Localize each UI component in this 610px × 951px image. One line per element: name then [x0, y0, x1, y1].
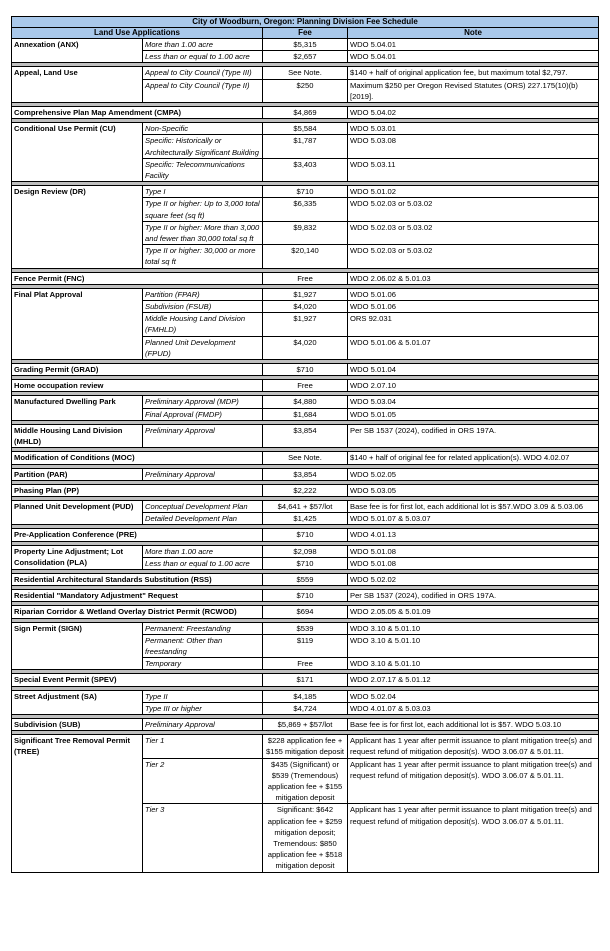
- fee-note: Applicant has 1 year after permit issuance to plant mitigation tree(s) and request refund of mitigation deposit(s). WDO 3.06.07 & 5.01.11.: [348, 735, 599, 758]
- application-name: Appeal, Land Use: [12, 67, 143, 103]
- application-name: Comprehensive Plan Map Amendment (CMPA): [12, 107, 263, 119]
- fee-value: $3,403: [263, 158, 348, 181]
- fee-value: $710: [263, 590, 348, 602]
- fee-value: $1,425: [263, 513, 348, 525]
- table-row: [12, 718, 599, 730]
- fee-value: $710: [263, 529, 348, 541]
- fee-value: See Note.: [263, 67, 348, 79]
- table-row: [12, 500, 599, 512]
- application-subtype: More than 1.00 acre: [143, 39, 263, 51]
- application-subtype: Preliminary Approval: [143, 468, 263, 480]
- fee-note: WDO 5.04.02: [348, 107, 599, 119]
- fee-note: WDO 3.10 & 5.01.10: [348, 658, 599, 670]
- fee-value: $4,880: [263, 396, 348, 408]
- application-subtype: Appeal to City Council (Type II): [143, 79, 263, 102]
- fee-note: WDO 5.03.08: [348, 135, 599, 158]
- fee-note: WDO 5.04.01: [348, 51, 599, 63]
- application-subtype: Tier 1: [143, 735, 263, 758]
- application-subtype: Permanent: Freestanding: [143, 622, 263, 634]
- application-name: Subdivision (SUB): [12, 718, 143, 730]
- application-name: Middle Housing Land Division (MHLD): [12, 424, 143, 447]
- fee-note: $140 + half of original application fee, but maximum total $2,797.: [348, 67, 599, 79]
- fee-value: $250: [263, 79, 348, 102]
- fee-value: $2,657: [263, 51, 348, 63]
- application-subtype: Tier 2: [143, 758, 263, 804]
- fee-note: WDO 5.01.02: [348, 186, 599, 198]
- fee-note: WDO 3.10 & 5.01.10: [348, 622, 599, 634]
- table-row: [12, 529, 599, 541]
- fee-value: $4,185: [263, 690, 348, 702]
- application-subtype: Conceptual Development Plan: [143, 500, 263, 512]
- fee-value: Free: [263, 380, 348, 392]
- application-name: Home occupation review: [12, 380, 263, 392]
- fee-note: WDO 2.05.05 & 5.01.09: [348, 606, 599, 618]
- fee-value: $710: [263, 557, 348, 569]
- application-name: Grading Permit (GRAD): [12, 364, 263, 376]
- application-subtype: Tier 3: [143, 804, 263, 872]
- table-title: City of Woodburn, Oregon: Planning Division Fee Schedule: [12, 17, 599, 28]
- application-subtype: Specific: Historically or Architecturally Significant Building: [143, 135, 263, 158]
- application-subtype: Permanent: Other than freestanding: [143, 634, 263, 657]
- application-subtype: Planned Unit Development (FPUD): [143, 336, 263, 359]
- table-row: [12, 590, 599, 602]
- fee-note: WDO 5.01.06: [348, 301, 599, 313]
- fee-value: $710: [263, 364, 348, 376]
- fee-value: Free: [263, 272, 348, 284]
- fee-note: WDO 2.07.10: [348, 380, 599, 392]
- fee-value: $710: [263, 186, 348, 198]
- header-fee: Fee: [263, 28, 348, 39]
- fee-value: $1,787: [263, 135, 348, 158]
- fee-note: WDO 2.06.02 & 5.01.03: [348, 272, 599, 284]
- header-applications: Land Use Applications: [12, 28, 263, 39]
- table-row: [12, 67, 599, 79]
- application-name: Pre-Application Conference (PRE): [12, 529, 263, 541]
- fee-schedule-document: [11, 16, 598, 873]
- fee-value: $5,869 + $57/lot: [263, 718, 348, 730]
- fee-value: $3,854: [263, 424, 348, 447]
- fee-note: WDO 5.02.02: [348, 573, 599, 585]
- fee-value: $4,641 + $57/lot: [263, 500, 348, 512]
- fee-note: ORS 92.031: [348, 313, 599, 336]
- header-note: Note: [348, 28, 599, 39]
- fee-note: WDO 2.07.17 & 5.01.12: [348, 674, 599, 686]
- application-name: Conditional Use Permit (CU): [12, 123, 143, 182]
- fee-value: $9,832: [263, 221, 348, 244]
- fee-note: WDO 5.03.04: [348, 396, 599, 408]
- application-name: Partition (PAR): [12, 468, 143, 480]
- table-row: [12, 107, 599, 119]
- application-name: Final Plat Approval: [12, 288, 143, 359]
- table-row: [12, 396, 599, 408]
- table-row: [12, 606, 599, 618]
- application-name: Sign Permit (SIGN): [12, 622, 143, 670]
- application-name: Planned Unit Development (PUD): [12, 500, 143, 524]
- fee-value: $119: [263, 634, 348, 657]
- application-name: Residential "Mandatory Adjustment" Request: [12, 590, 263, 602]
- fee-note: WDO 5.04.01: [348, 39, 599, 51]
- application-name: Annexation (ANX): [12, 39, 143, 63]
- application-name: Riparian Corridor & Wetland Overlay District Permit (RCWOD): [12, 606, 263, 618]
- fee-note: WDO 5.03.11: [348, 158, 599, 181]
- fee-value: $228 application fee + $155 mitigation deposit: [263, 735, 348, 758]
- fee-note: WDO 3.10 & 5.01.10: [348, 634, 599, 657]
- table-row: [12, 735, 599, 758]
- application-name: Phasing Plan (PP): [12, 484, 263, 496]
- table-row: [12, 424, 599, 447]
- fee-value: $5,315: [263, 39, 348, 51]
- application-subtype: Subdivision (FSUB): [143, 301, 263, 313]
- table-row: [12, 690, 599, 702]
- application-subtype: More than 1.00 acre: [143, 545, 263, 557]
- application-name: Manufactured Dwelling Park: [12, 396, 143, 420]
- application-name: Property Line Adjustment; Lot Consolidation (PLA): [12, 545, 143, 569]
- fee-note: WDO 5.01.04: [348, 364, 599, 376]
- fee-note: WDO 5.01.05: [348, 408, 599, 420]
- fee-value: $435 (Significant) or $539 (Tremendous) application fee + $155 mitigation deposit: [263, 758, 348, 804]
- fee-note: WDO 5.03.01: [348, 123, 599, 135]
- fee-value: $1,927: [263, 288, 348, 300]
- fee-schedule-table: [11, 16, 599, 873]
- fee-value: Free: [263, 658, 348, 670]
- fee-value: $2,098: [263, 545, 348, 557]
- table-row: [12, 186, 599, 198]
- fee-note: Applicant has 1 year after permit issuance to plant mitigation tree(s) and request refund of mitigation deposit(s). WDO 3.06.07 & 5.01.11.: [348, 758, 599, 804]
- table-row: [12, 674, 599, 686]
- application-subtype: Type II or higher: More than 3,000 and fewer than 30,000 total sq ft: [143, 221, 263, 244]
- fee-value: $4,020: [263, 336, 348, 359]
- table-row: [12, 452, 599, 464]
- fee-note: WDO 5.01.06: [348, 288, 599, 300]
- application-subtype: Temporary: [143, 658, 263, 670]
- fee-value: $20,140: [263, 245, 348, 268]
- fee-value: $171: [263, 674, 348, 686]
- fee-note: WDO 5.02.05: [348, 468, 599, 480]
- table-body: [12, 39, 599, 873]
- fee-note: $140 + half of original fee for related application(s). WDO 4.02.07: [348, 452, 599, 464]
- application-subtype: Detailed Development Plan: [143, 513, 263, 525]
- fee-value: See Note.: [263, 452, 348, 464]
- table-row: [12, 272, 599, 284]
- application-name: Fence Permit (FNC): [12, 272, 263, 284]
- application-name: Design Review (DR): [12, 186, 143, 268]
- fee-value: $559: [263, 573, 348, 585]
- application-subtype: Preliminary Approval: [143, 424, 263, 447]
- fee-value: $539: [263, 622, 348, 634]
- application-name: Residential Architectural Standards Substitution (RSS): [12, 573, 263, 585]
- table-row: [12, 573, 599, 585]
- application-subtype: Partition (FPAR): [143, 288, 263, 300]
- fee-value: $5,584: [263, 123, 348, 135]
- application-subtype: Type I: [143, 186, 263, 198]
- fee-value: $6,335: [263, 198, 348, 221]
- fee-note: WDO 5.02.04: [348, 690, 599, 702]
- fee-value: $2,222: [263, 484, 348, 496]
- table-row: [12, 364, 599, 376]
- application-subtype: Preliminary Approval (MDP): [143, 396, 263, 408]
- fee-note: Per SB 1537 (2024), codified in ORS 197A.: [348, 590, 599, 602]
- fee-note: WDO 5.01.06 & 5.01.07: [348, 336, 599, 359]
- fee-note: Maximum $250 per Oregon Revised Statutes (ORS) 227.175(10)(b) [2019].: [348, 79, 599, 102]
- fee-value: $1,927: [263, 313, 348, 336]
- fee-value: $4,020: [263, 301, 348, 313]
- application-name: Modification of Conditions (MOC): [12, 452, 263, 464]
- application-subtype: Preliminary Approval: [143, 718, 263, 730]
- fee-note: Per SB 1537 (2024), codified in ORS 197A.: [348, 424, 599, 447]
- fee-note: WDO 5.03.05: [348, 484, 599, 496]
- application-subtype: Non-Specific: [143, 123, 263, 135]
- fee-note: WDO 5.02.03 or 5.03.02: [348, 245, 599, 268]
- table-row: [12, 545, 599, 557]
- fee-note: WDO 4.01.07 & 5.03.03: [348, 702, 599, 714]
- fee-note: WDO 5.02.03 or 5.03.02: [348, 198, 599, 221]
- fee-value: Significant: $642 application fee + $259 mitigation deposit; Tremendous: $850 application fee + $518 mitigation deposit: [263, 804, 348, 872]
- fee-note: WDO 4.01.13: [348, 529, 599, 541]
- table-row: [12, 123, 599, 135]
- table-row: [12, 484, 599, 496]
- application-subtype: Appeal to City Council (Type III): [143, 67, 263, 79]
- application-subtype: Type II: [143, 690, 263, 702]
- table-row: [12, 380, 599, 392]
- fee-note: WDO 5.01.07 & 5.03.07: [348, 513, 599, 525]
- fee-note: WDO 5.01.08: [348, 557, 599, 569]
- application-name: Street Adjustment (SA): [12, 690, 143, 714]
- fee-note: WDO 5.02.03 or 5.03.02: [348, 221, 599, 244]
- fee-value: $4,724: [263, 702, 348, 714]
- fee-note: Applicant has 1 year after permit issuance to plant mitigation tree(s) and request refund of mitigation deposit(s). WDO 3.06.07 & 5.01.11.: [348, 804, 599, 872]
- fee-value: $1,684: [263, 408, 348, 420]
- application-subtype: Type II or higher: 30,000 or more total sq ft: [143, 245, 263, 268]
- application-subtype: Specific: Telecommunications Facility: [143, 158, 263, 181]
- fee-value: $3,854: [263, 468, 348, 480]
- application-name: Special Event Permit (SPEV): [12, 674, 263, 686]
- fee-value: $4,869: [263, 107, 348, 119]
- application-name: Significant Tree Removal Permit (TREE): [12, 735, 143, 872]
- application-subtype: Type II or higher: Up to 3,000 total square feet (sq ft): [143, 198, 263, 221]
- fee-value: $694: [263, 606, 348, 618]
- table-row: [12, 39, 599, 51]
- application-subtype: Less than or equal to 1.00 acre: [143, 557, 263, 569]
- application-subtype: Final Approval (FMDP): [143, 408, 263, 420]
- fee-note: WDO 5.01.08: [348, 545, 599, 557]
- fee-note: Base fee is for first lot, each additional lot is $57.WDO 3.09 & 5.03.06: [348, 500, 599, 512]
- table-row: [12, 288, 599, 300]
- application-subtype: Less than or equal to 1.00 acre: [143, 51, 263, 63]
- application-subtype: Type III or higher: [143, 702, 263, 714]
- table-row: [12, 468, 599, 480]
- table-row: [12, 622, 599, 634]
- application-subtype: Middle Housing Land Division (FMHLD): [143, 313, 263, 336]
- fee-note: Base fee is for first lot, each additional lot is $57. WDO 5.03.10: [348, 718, 599, 730]
